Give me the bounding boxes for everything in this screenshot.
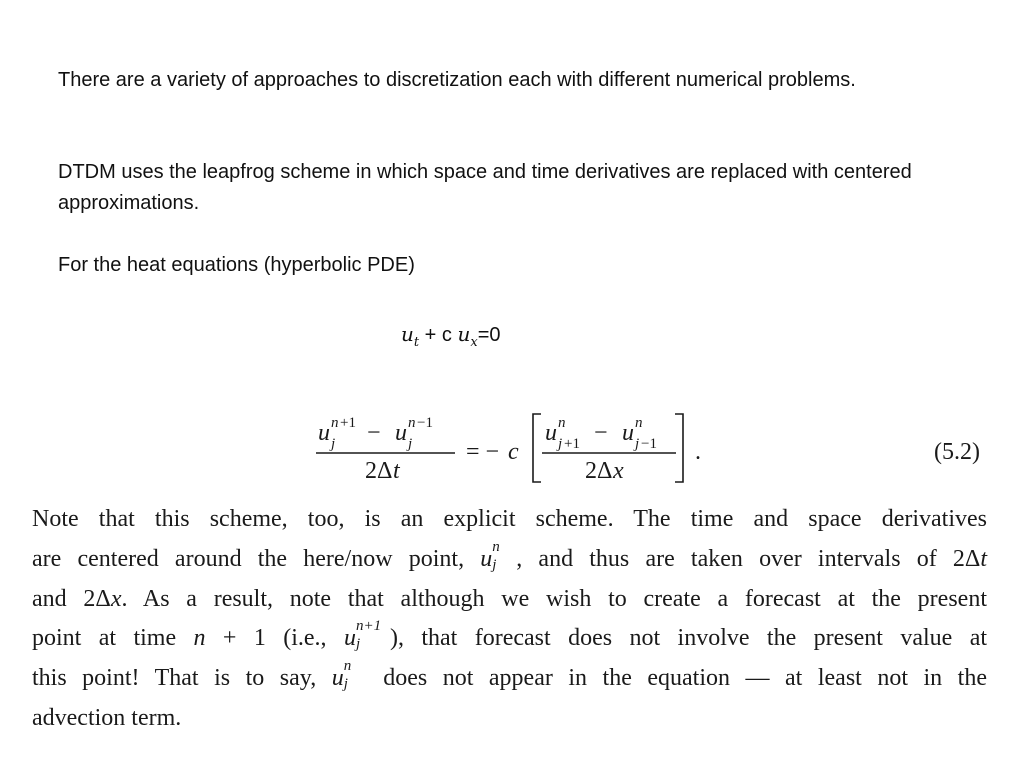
svg-text:n: n <box>635 415 643 431</box>
svg-text:t: t <box>393 458 400 484</box>
svg-text:x: x <box>613 458 624 484</box>
textbook-excerpt <box>32 500 987 739</box>
svg-text:j: j <box>558 436 563 452</box>
excerpt-line-1: Note that this scheme, too, is an explicit scheme. The time and space derivatives <box>32 506 987 532</box>
excerpt-line-5: this point! That is to say, u n j does not appear in the equation — at least not in the <box>32 658 988 693</box>
svg-text:2Δ: 2Δ <box>365 458 393 484</box>
svg-text:u: u <box>622 420 634 446</box>
svg-text:−: − <box>367 420 381 446</box>
intro-paragraph-3: For the heat equations (hyperbolic PDE) <box>58 254 415 276</box>
svg-text:+1: +1 <box>564 436 580 452</box>
svg-text:c: c <box>508 439 519 465</box>
svg-text:−1: −1 <box>417 415 433 431</box>
svg-text:−1: −1 <box>641 436 657 452</box>
svg-text:n: n <box>408 415 416 431</box>
svg-text:= −: = − <box>466 439 500 465</box>
leapfrog-scheme-equation <box>0 400 1024 490</box>
svg-text:j: j <box>408 436 413 452</box>
intro-paragraph-2: DTDM uses the leapfrog scheme in which space and time derivatives are replaced with centered approximations. <box>58 161 912 214</box>
excerpt-line-4: point at time n + 1 (i.e., u n+1 j ), that forecast does not involve the present value at <box>32 618 988 653</box>
svg-text:2Δ: 2Δ <box>585 458 613 484</box>
pde-u-t: $u_t$ <box>401 322 420 350</box>
svg-text:n: n <box>558 415 566 431</box>
svg-text:.: . <box>695 439 701 465</box>
svg-text:n: n <box>331 415 339 431</box>
excerpt-line-3: and 2Δx. As a result, note that although we wish to create a forecast at the present <box>32 585 987 612</box>
excerpt-line-2: are centered around the here/now point, u n j , and thus are taken over intervals of 2Δt <box>32 538 987 573</box>
advection-pde <box>401 322 501 350</box>
svg-text:j: j <box>635 436 640 452</box>
pde-plus-c: + c <box>419 324 458 346</box>
equation-number: (5.2) <box>934 439 980 465</box>
svg-text:−: − <box>594 420 608 446</box>
intro-paragraph-1: There are a variety of approaches to discretization each with different numerical problems. <box>58 69 856 91</box>
pde-u-x: $u_x$ <box>457 322 478 350</box>
svg-text:u: u <box>545 420 557 446</box>
excerpt-line-6: advection term. <box>32 704 182 731</box>
svg-text:u: u <box>395 420 407 446</box>
svg-text:+1: +1 <box>340 415 356 431</box>
svg-text:u: u <box>318 420 330 446</box>
pde-equals-zero: =0 <box>477 324 501 346</box>
svg-text:j: j <box>331 436 336 452</box>
